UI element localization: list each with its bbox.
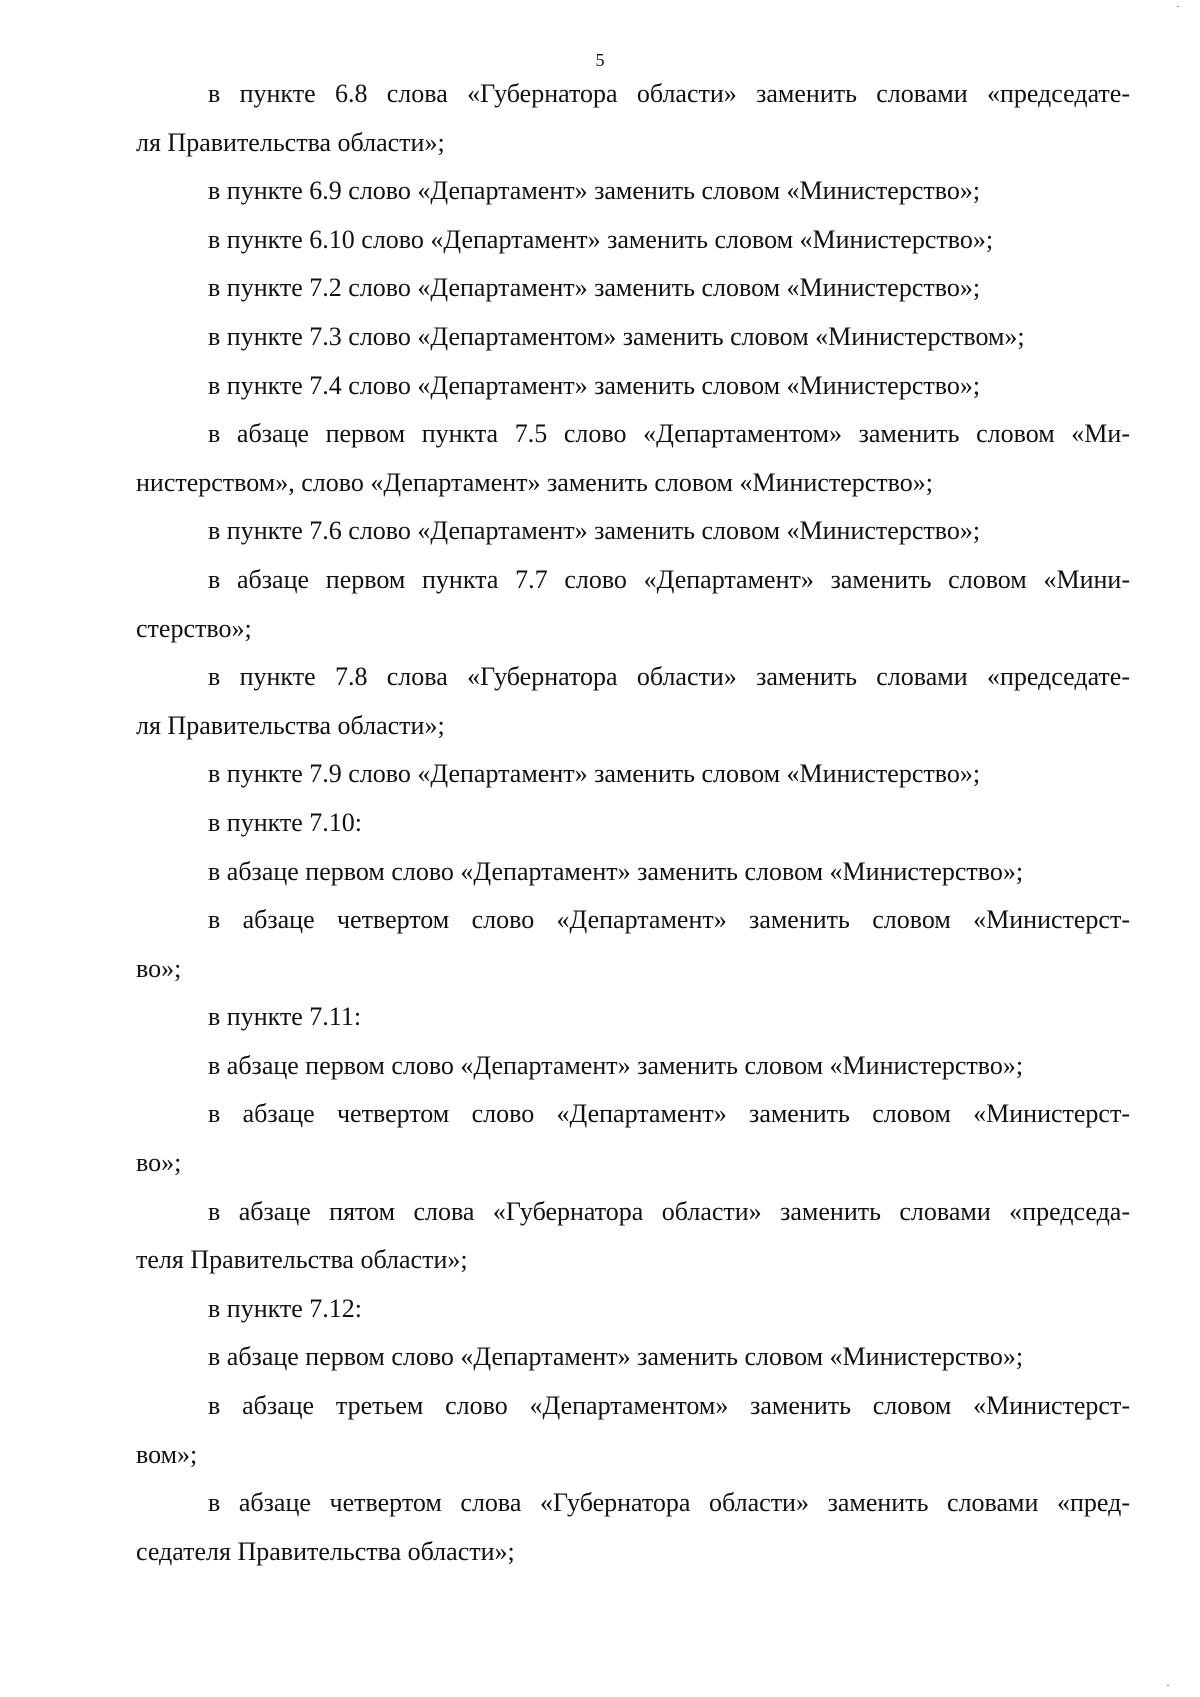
document-body: [136, 70, 1130, 1576]
text-line: ля Правительства области»;: [136, 710, 445, 740]
scan-artifact-top-right: ·: [1176, 0, 1180, 13]
text-line: в пункте 6.9 слово «Департамент» заменить словом «Министерство»;: [208, 176, 981, 206]
text-line: в абзаце первом слово «Департамент» заменить словом «Министерство»;: [208, 1050, 1024, 1080]
text-line: в пункте 6.8 слова «Губернатора области» заменить словами «председате-: [208, 79, 1130, 108]
text-line: в абзаце четвертом слово «Департамент» заменить словом «Министерст-: [208, 1099, 1130, 1129]
text-line: в пункте 7.8 слова «Губернатора области» заменить словами «председате-: [208, 662, 1130, 692]
text-line: седателя Правительства области»;: [136, 1536, 515, 1566]
text-line: в пункте 7.4 слово «Департамент» заменить словом «Министерство»;: [208, 370, 981, 400]
page-number: 5: [595, 50, 605, 70]
text-line: во»;: [136, 1148, 182, 1178]
text-line: в пункте 7.12:: [208, 1293, 363, 1323]
text-line: ля Правительства области»;: [136, 127, 445, 157]
text-line: теля Правительства области»;: [136, 1245, 468, 1275]
text-line: во»;: [136, 953, 182, 983]
text-line: в пункте 7.9 слово «Департамент» заменить словом «Министерство»;: [208, 759, 981, 789]
text-line: в абзаце четвертом слово «Департамент» заменить словом «Министерст-: [208, 905, 1130, 935]
text-line: в абзаце первом слово «Департамент» заменить словом «Министерство»;: [208, 1342, 1024, 1372]
text-line: в пункте 7.11:: [208, 1002, 362, 1032]
text-line: в абзаце третьем слово «Департаментом» заменить словом «Министерст-: [208, 1391, 1130, 1421]
text-line: в абзаце первом слово «Департамент» заменить словом «Министерство»;: [208, 856, 1024, 886]
scan-artifact-bottom-right: ·: [1166, 1678, 1170, 1692]
text-line: в абзаце первом пункта 7.7 слово «Департамент» заменить словом «Мини-: [208, 564, 1130, 594]
text-line: в пункте 6.10 слово «Департамент» заменить словом «Министерство»;: [208, 224, 994, 254]
text-line: в пункте 7.2 слово «Департамент» заменить словом «Министерство»;: [208, 273, 981, 303]
text-line: в пункте 7.10:: [208, 807, 363, 837]
text-line: стерство»;: [136, 613, 252, 643]
text-line: нистерством», слово «Департамент» заменить словом «Министерство»;: [136, 467, 933, 497]
text-line: в абзаце первом пункта 7.5 слово «Департаментом» заменить словом «Ми-: [208, 419, 1130, 449]
text-line: в абзаце четвертом слова «Губернатора области» заменить словами «пред-: [208, 1488, 1130, 1518]
text-line: в абзаце пятом слова «Губернатора области» заменить словами «председа-: [208, 1196, 1130, 1226]
text-line: в пункте 7.6 слово «Департамент» заменить словом «Министерство»;: [208, 516, 981, 546]
text-line: в пункте 7.3 слово «Департаментом» заменить словом «Министерством»;: [208, 321, 1025, 351]
text-line: вом»;: [136, 1439, 198, 1469]
